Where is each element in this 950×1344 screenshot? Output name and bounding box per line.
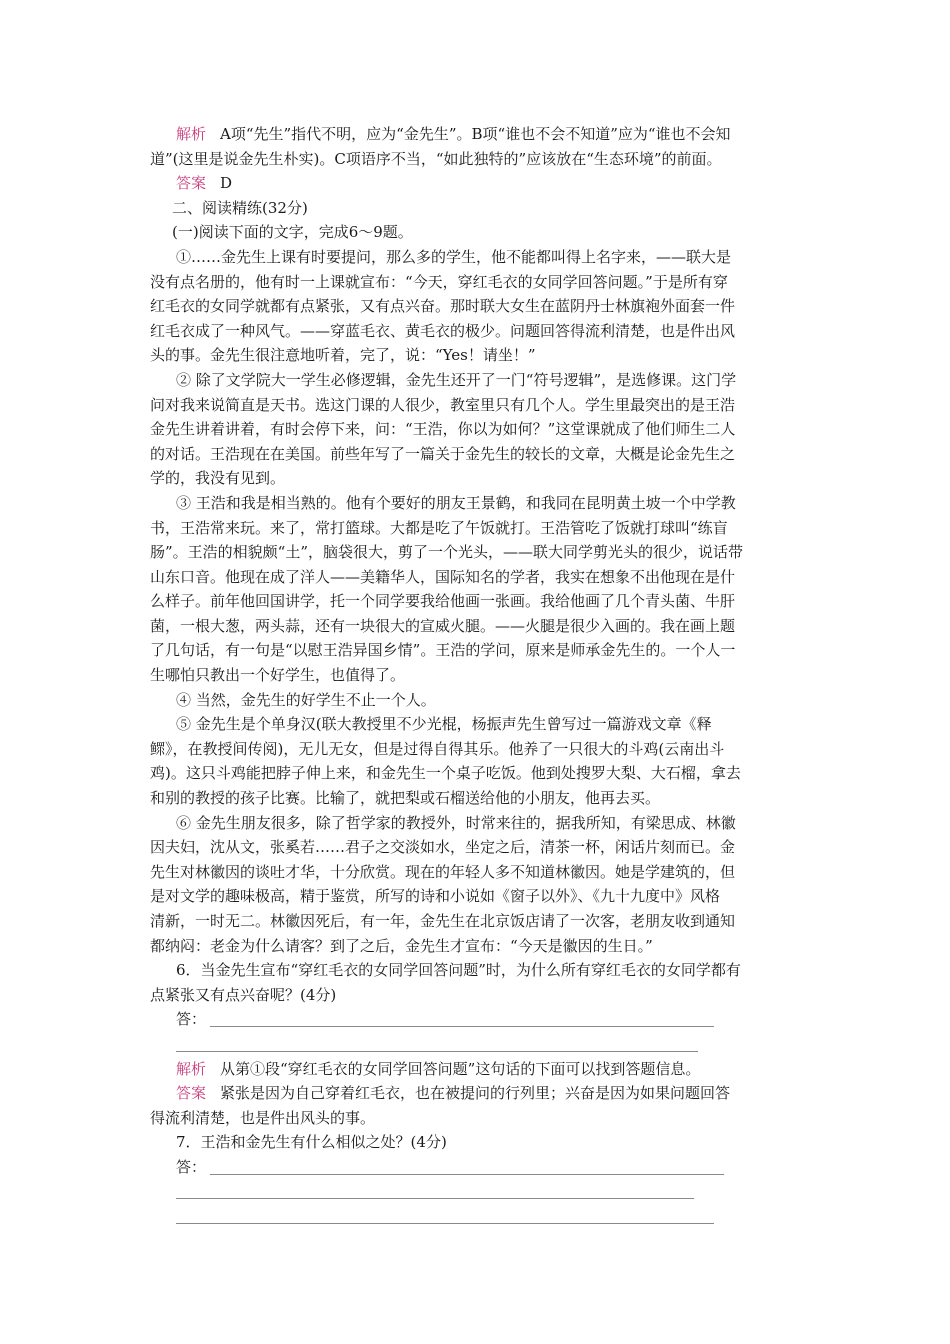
answer-prompt: 答： — [176, 1157, 207, 1176]
q7-answer-field[interactable] — [176, 1155, 806, 1180]
reading-intro: (一)阅读下面的文字，完成6～9题。 — [172, 223, 413, 242]
passage-paragraph-1: ①……金先生上课有时要提问，那么多的学生，他不能都叫得上名字来，——联大是 没有点名册的，他有时一上课就宣布：“今天，穿红毛衣的女同学回答问题。”于是所有穿 红毛衣的女同学就都有点紧张，又有点兴奋。那时联大女生在蓝阴丹士林旗袍外面套一件 红毛衣成了一种风气。——穿蓝毛衣、黄毛衣的极少。问题回答得流利清楚，也是件出风 头的事。金先生很注意地听着，完了，说：“Yes！请坐！” — [150, 247, 736, 365]
q6-answer-field[interactable] — [176, 1007, 806, 1032]
q5-answer: 答案 D — [176, 174, 233, 193]
passage-paragraph-2: ② 除了文学院大一学生必修逻辑，金先生还开了一门“符号逻辑”，是选修课。这门学 问对我来说简直是天书。选这门课的人很少，教室里只有几个人。学生里最突出的是王浩 金先生讲着讲着，有时会停下来，问：“王浩，你以为如何？”这堂课就成了他们师生二人 的对话。王浩现在在美国。前些年写了一篇关于金先生的较长的文章，大概是论金先生之 学的，我没有见到。 — [150, 370, 737, 488]
analysis-label: 解析 — [176, 1059, 207, 1078]
section-title: 二、阅读精练(32分) — [172, 198, 308, 217]
answer-label: 答案 — [176, 1084, 207, 1103]
passage-paragraph-6: ⑥ 金先生朋友很多，除了哲学家的教授外，时常来往的，据我所知，有梁思成、林徽 因夫妇，沈从文，张奚若……君子之交淡如水，坐定之后，清茶一杯，闲话片刻而已。金 先生对林徽因的谈吐才华，十分欣赏。现在的年轻人多不知道林徽因。她是学建筑的，但 是对文学的趣味极高，精于鉴赏，所写的诗和小说如《窗子以外》、《九十九度中》风格 清新，一时无二。林徽因死后，有一年，金先生在北京饭店请了一次客，老朋友收到通知 都纳闷：老金为什么请客？到了之后，金先生才宣布：“今天是徽因的生日。” — [150, 813, 736, 955]
answer-label: 答案 — [176, 174, 207, 193]
question-6: 6．当金先生宣布“穿红毛衣的女同学回答问题”时，为什么所有穿红毛衣的女同学都有 点紧张又有点兴奋呢？(4分) 答： 解析 从第①段“穿红毛衣的女同学回答问题”这句话的下面可以找到答题信息。 答案 紧张是因为自己穿着红毛衣，也在被提问的行列里；兴奋是因为如果问题回答 得流利清楚，也是件出风头的事。 — [176, 958, 806, 1130]
analysis-label: 解析 — [176, 125, 207, 143]
answer-line[interactable] — [176, 1198, 694, 1199]
q6-answer-field-2[interactable] — [176, 1032, 806, 1057]
answer-line[interactable] — [210, 1174, 724, 1175]
passage-paragraph-4: ④ 当然，金先生的好学生不止一个人。 — [176, 690, 436, 709]
q7-answer-field-2[interactable] — [176, 1180, 806, 1205]
answer-prompt: 答： — [176, 1010, 207, 1029]
answer-line[interactable] — [210, 1026, 714, 1027]
q5-analysis-line-1: 解析 A项“先生”指代不明，应为“金先生”。B项“谁也不会不知道”应为“谁也不会知 — [176, 125, 731, 143]
q7-answer-field-3[interactable] — [176, 1204, 806, 1229]
q5-analysis-line-2: 道”(这里是说金先生朴实)。C项语序不当，“如此独特的”应该放在“生态环境”的前面。 — [150, 149, 722, 168]
q6-analysis: 解析 从第①段“穿红毛衣的女同学回答问题”这句话的下面可以找到答题信息。 — [176, 1059, 701, 1078]
question-7: 7．王浩和金先生有什么相似之处？(4分) 答： — [176, 1130, 806, 1228]
answer-line[interactable] — [176, 1051, 698, 1052]
passage-paragraph-5: ⑤ 金先生是个单身汉(联大教授里不少光棍，杨振声先生曾写过一篇游戏文章《释 鳏》，在教授间传阅)，无儿无女，但是过得自得其乐。他养了一只很大的斗鸡(云南出斗 鸡)。这只斗鸡能把脖子伸上来，和金先生一个桌子吃饭。他到处搜罗大梨、大石榴，拿去 和别的教授的孩子比赛。比输了，就把梨或石榴送给他的小朋友，他再去买。 — [150, 715, 741, 808]
q6-answer-line-1: 答案 紧张是因为自己穿着红毛衣，也在被提问的行列里；兴奋是因为如果问题回答 — [176, 1084, 731, 1103]
passage-paragraph-3: ③ 王浩和我是相当熟的。他有个要好的朋友王景鹤，和我同在昆明黄土坡一个中学教 书，王浩常来玩。来了，常打篮球。大都是吃了午饭就打。王浩管吃了饭就打球叫“练盲 肠”。王浩的相貌颇“土”，脑袋很大，剪了一个光头，——联大同学剪光头的很少，说话带 山东口音。他现在成了洋人——美籍华人，国际知名的学者，我实在想象不出他现在是什 么样子。前年他回国讲学，托一个同学要我给他画一张画。我给他画了几个青头菌、牛肝 菌，一根大葱，两头蒜，还有一块很大的宣威火腿。——火腿是很少入画的。我在画上题 了几句话，有一句是“以慰王浩异国乡情”。王浩的学问，原来是师承金先生的。一个人一 生哪怕只教出一个好学生，也值得了。 — [150, 493, 744, 685]
q6-answer-line-2: 得流利清楚，也是件出风头的事。 — [150, 1108, 376, 1127]
document-page — [150, 122, 806, 1229]
answer-line[interactable] — [176, 1223, 714, 1224]
